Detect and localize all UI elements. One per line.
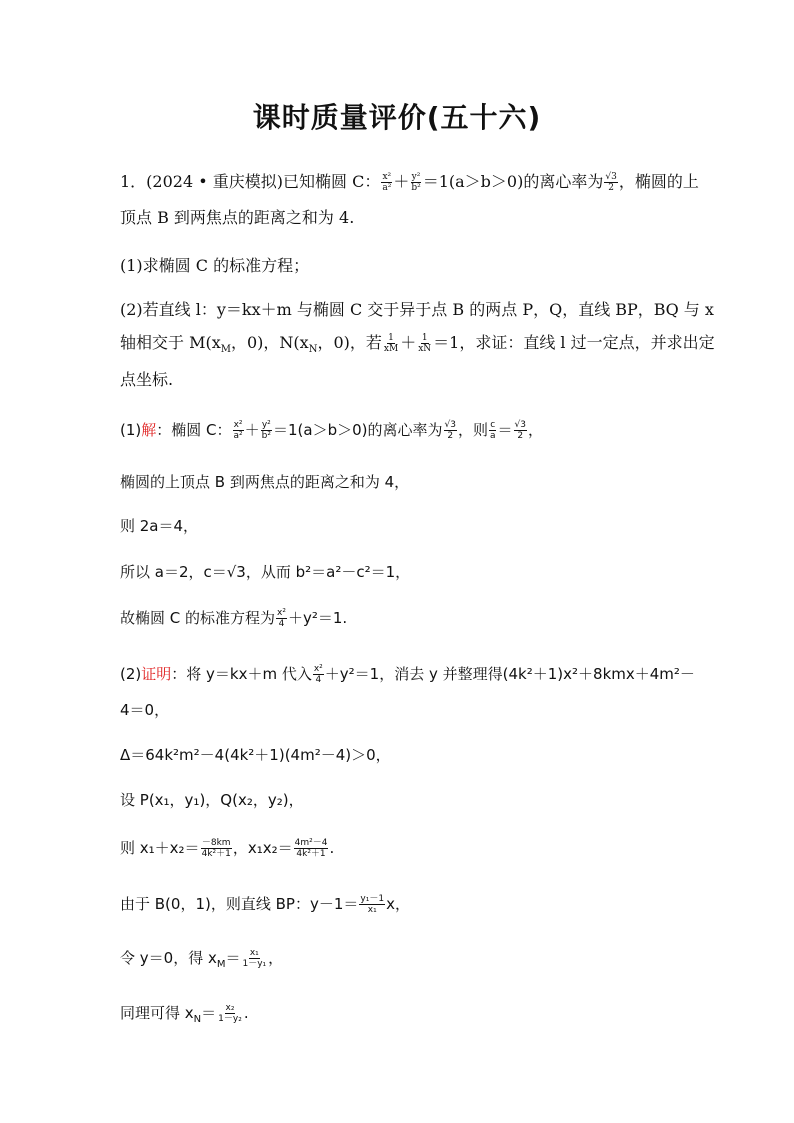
solution-1-line-5: 故椭圆 C 的标准方程为 $\frac{\text{x²}}{4}$ ＋y²＝1. [120, 608, 348, 629]
fraction-y2-b2: $\frac{\text{y²}}{\text{b²}}$ [411, 172, 421, 193]
fraction-sqrt3-2: $\frac{√3}{2}$ [605, 172, 617, 193]
proof-label: 证明 [141, 665, 172, 683]
problem-part-2-line-2: 轴相交于 $M(x_M$，0)，$N(x_N$，0)，若 $\frac{1}{xM}$ ＋ $\frac{1}{xN}$ ＝1，求证：直线 l 过一定点，并求出定 [120, 333, 715, 356]
solution-2-line-5: 则 x₁＋x₂＝ $\frac{-8km}{\text{4k²＋1}}$ ，x₁x₂＝ $\frac{\text{4m²－4}}{\text{4k²＋1}}$ . [120, 838, 335, 859]
solution-1-line-2: 椭圆的上顶点 B 到两焦点的距离之和为 4， [120, 473, 410, 491]
solution-2-line-1: (2)证明：将 y＝kx＋m 代入 $\frac{\text{x²}}{4}$ ＋y²＝1，消去 y 并整理得(4k²＋1)x²＋8kmx＋4m²－ [120, 664, 695, 685]
problem-part-2-line-3: 点坐标. [120, 370, 174, 389]
solution-2-line-4: 设 P(x₁，y₁)，Q(x₂，y₂)， [120, 791, 304, 809]
problem-line-2: 顶点 B 到两焦点的距离之和为 4. [120, 208, 355, 227]
solution-2-line-2: 4＝0， [120, 701, 170, 719]
solution-2-line-7: 令 y＝0，得 $x_M=$ $\frac{\text{x₁}}{\text{1－y₁}}$ ， [120, 948, 284, 970]
fraction-1-xM: $\frac{1}{xM}$ [383, 333, 399, 354]
fraction-1-xN: $\frac{1}{xN}$ [418, 333, 432, 354]
fraction-x2-a2: $\frac{\text{x²}}{\text{a²}}$ [382, 172, 392, 193]
problem-line-1: 1．(2024 • 重庆模拟)已知椭圆 C： $\frac{\text{x²}}{\text{a²}}$ ＋ $\frac{\text{y²}}{\text{b²}}$ ＝1(a＞b＞0)的离心率为 $\frac{√3}{2}$ ，椭圆的上 [120, 172, 699, 193]
solution-2-line-3: Δ＝64k²m²－4(4k²＋1)(4m²－4)＞0， [120, 746, 391, 764]
solution-1-line-3: 则 2a＝4， [120, 517, 199, 535]
solution-1-line-4: 所以 a＝2，c＝√3，从而 b²＝a²－c²＝1， [120, 563, 411, 581]
solution-label: 解 [141, 421, 157, 439]
problem-source: 1．(2024 • 重庆模拟)已知椭圆 C： [120, 172, 381, 191]
solution-1-line-1: (1)解：椭圆 C： $\frac{\text{x²}}{\text{a²}}$ ＋ $\frac{\text{y²}}{\text{b²}}$ ＝1(a＞b＞0)的离心率为 $\frac{√3}{2}$ ，则 $\frac{c}{a}$ ＝ $\frac{√3}{2}$ ， [120, 420, 543, 441]
solution-2-line-8: 同理可得 $x_N=$ $\frac{\text{x₂}}{\text{1－y₂}}$ . [120, 1003, 249, 1025]
problem-part-1: (1)求椭圆 C 的标准方程； [120, 256, 310, 275]
problem-part-2-line-1: (2)若直线 l：y＝kx＋m 与椭圆 C 交于异于点 B 的两点 P，Q，直线 BP，BQ 与 x [120, 300, 714, 319]
solution-2-line-6: 由于 B(0，1)，则直线 BP：y－1＝ $\frac{\text{y₁－1}}{\text{x₁}}$ x， [120, 894, 410, 915]
page-title: 课时质量评价(五十六) [252, 101, 542, 134]
